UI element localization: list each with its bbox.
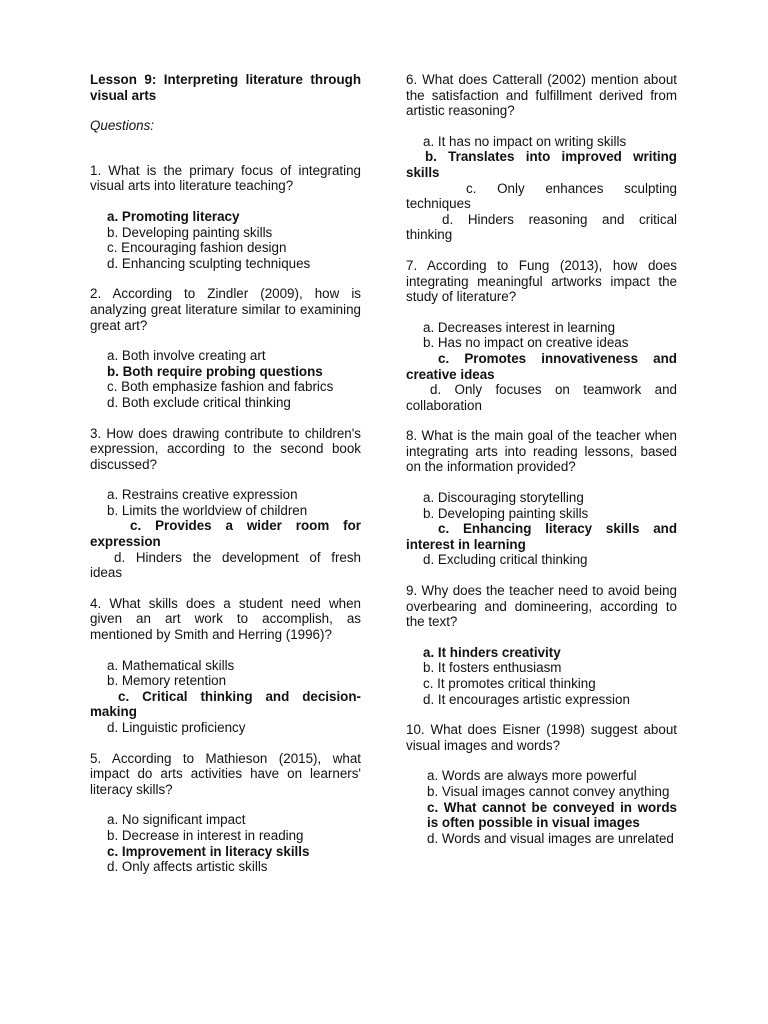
question-4 <box>90 596 361 736</box>
lesson-title: Lesson 9: Interpreting literature through visual arts <box>90 72 361 103</box>
question-5 <box>90 751 361 875</box>
question-text: 8. What is the main goal of the teacher when integrating arts into reading lessons, based on the information provided? <box>406 428 677 475</box>
option-d: d. Hinders the development of fresh ideas <box>90 549 361 581</box>
question-text: 10. What does Eisner (1998) suggest about visual images and words? <box>406 722 677 753</box>
questions-label: Questions: <box>90 118 155 134</box>
question-text: 5. According to Mathieson (2015), what impact do arts activities have on learners' literacy skills? <box>90 750 361 797</box>
option-c: c. It promotes critical thinking <box>423 676 596 691</box>
question-7 <box>406 258 677 413</box>
option-b: b. Developing painting skills <box>423 505 589 521</box>
option-d: d. Excluding critical thinking <box>423 552 588 568</box>
question-text: 1. What is the primary focus of integrating visual arts into literature teaching? <box>90 162 361 194</box>
option-b: b. It fosters enthusiasm <box>423 660 562 676</box>
option-d: d. Hinders reasoning and critical thinking <box>406 211 677 243</box>
option-c: c. Enhancing literacy skills and interest in learning <box>406 521 677 552</box>
question-3 <box>90 426 361 581</box>
option-d: d. Only focuses on teamwork and collaboration <box>406 382 677 413</box>
option-b: b. Has no impact on creative ideas <box>423 335 629 351</box>
option-b: b. Limits the worldview of children <box>107 502 308 518</box>
question-2 <box>90 286 361 410</box>
option-d: d. Linguistic proficiency <box>107 720 246 735</box>
option-a: a. It has no impact on writing skills <box>423 133 627 149</box>
question-text: 4. What skills does a student need when given an art work to accomplish, as mentioned by Smith and Herring (1996)? <box>90 595 361 643</box>
option-a: a. No significant impact <box>107 812 246 828</box>
option-d: d. It encourages artistic expression <box>423 691 630 707</box>
question-1 <box>90 163 361 272</box>
option-d: d. Words and visual images are unrelated <box>427 830 674 846</box>
option-b: b. Translates into improved writing skills <box>406 149 677 180</box>
option-d: d. Only affects artistic skills <box>107 859 268 875</box>
option-b: b. Decrease in interest in reading <box>107 827 304 843</box>
option-c: c. Only enhances sculpting techniques <box>406 180 677 212</box>
option-b: b. Developing painting skills <box>107 224 273 240</box>
option-c: c. Both emphasize fashion and fabrics <box>107 379 334 395</box>
option-c: c. Encouraging fashion design <box>107 240 287 256</box>
question-text: 6. What does Catterall (2002) mention about the satisfaction and fulfillment derived from artistic reasoning? <box>406 72 677 119</box>
question-8 <box>406 428 677 568</box>
option-d: d. Enhancing sculpting techniques <box>107 255 311 271</box>
option-c: c. Improvement in literacy skills <box>107 843 310 859</box>
option-a: a. Restrains creative expression <box>107 487 298 503</box>
option-a: a. It hinders creativity <box>423 644 561 660</box>
option-c: c. Critical thinking and decision-making <box>90 688 361 720</box>
option-c: c. Provides a wider room for expression <box>90 518 361 550</box>
option-a: a. Words are always more powerful <box>427 768 637 784</box>
option-a: a. Mathematical skills <box>107 657 235 673</box>
option-a: a. Discouraging storytelling <box>423 490 584 506</box>
question-9 <box>406 583 677 707</box>
option-a: a. Promoting literacy <box>107 208 240 224</box>
option-c: c. Promotes innovativeness and creative ideas <box>406 350 677 382</box>
option-c: c. What cannot be conveyed in words is often possible in visual images <box>427 799 677 831</box>
option-b: b. Visual images cannot convey anything <box>427 783 670 799</box>
option-a: a. Both involve creating art <box>107 348 266 364</box>
question-text: 2. According to Zindler (2009), how is analyzing great literature similar to examining great art? <box>90 286 361 333</box>
question-text: 3. How does drawing contribute to children's expression, according to the second book discussed? <box>90 425 361 472</box>
left-column <box>90 72 361 875</box>
question-text: 7. According to Fung (2013), how does integrating meaningful artworks impact the study of literature? <box>406 257 677 305</box>
right-column <box>406 72 677 846</box>
option-b: b. Both require probing questions <box>107 363 323 379</box>
option-d: d. Both exclude critical thinking <box>107 394 291 410</box>
option-a: a. Decreases interest in learning <box>423 319 616 335</box>
option-b: b. Memory retention <box>107 673 227 689</box>
question-text: 9. Why does the teacher need to avoid being overbearing and domineering, according to the text? <box>406 583 677 630</box>
question-10 <box>406 722 677 846</box>
question-6 <box>406 72 677 243</box>
